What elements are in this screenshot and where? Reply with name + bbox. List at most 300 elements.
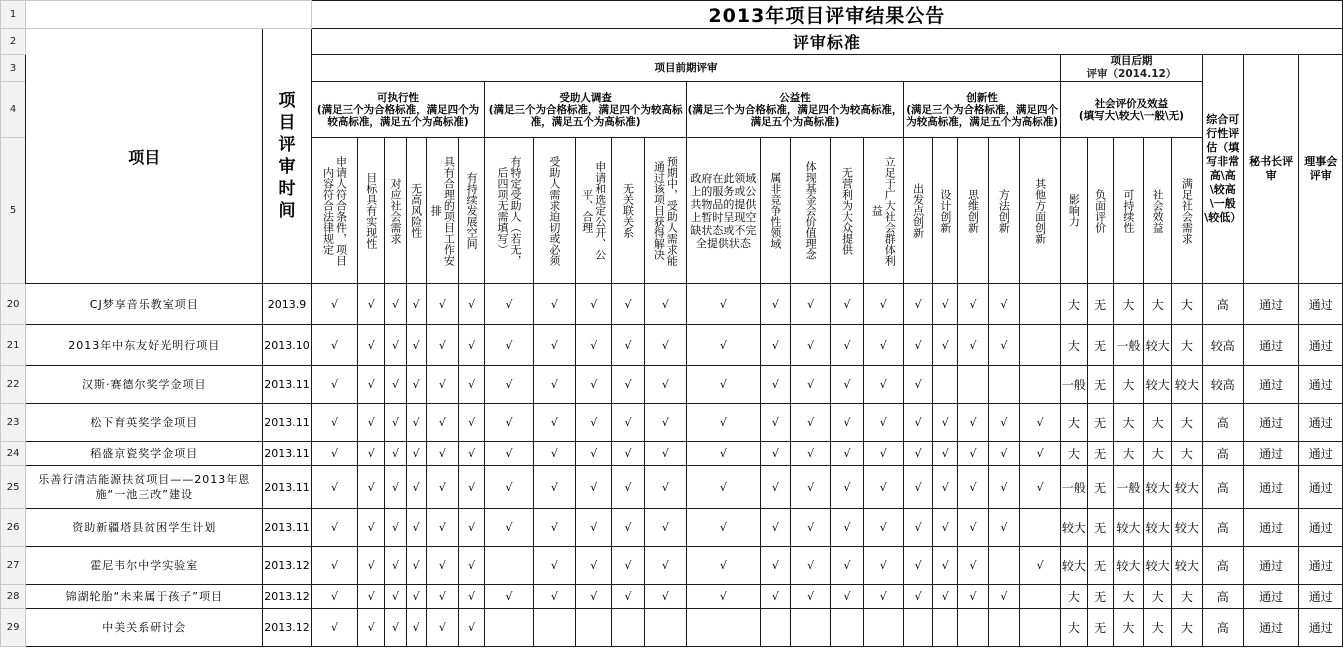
row-number[interactable]: 21 <box>1 325 26 366</box>
secretary-result-cell[interactable]: 通过 <box>1243 325 1298 366</box>
criterion-check-cell[interactable]: √ <box>612 509 644 547</box>
council-result-cell[interactable]: 通过 <box>1299 466 1343 509</box>
social-eval-cell[interactable]: 较大 <box>1113 547 1143 585</box>
criterion-check-cell[interactable] <box>1019 609 1060 647</box>
criterion-check-cell[interactable]: √ <box>687 466 761 509</box>
social-eval-cell[interactable]: 无 <box>1087 466 1113 509</box>
criterion-check-cell[interactable]: √ <box>612 366 644 404</box>
social-eval-cell[interactable]: 大 <box>1061 442 1087 466</box>
criterion-check-cell[interactable]: √ <box>687 325 761 366</box>
row-number[interactable]: 2 <box>1 29 26 55</box>
criterion-check-cell[interactable] <box>988 609 1019 647</box>
criterion-check-cell[interactable]: √ <box>406 585 426 609</box>
criterion-check-cell[interactable]: √ <box>311 547 357 585</box>
criterion-check-cell[interactable]: √ <box>406 466 426 509</box>
criterion-check-cell[interactable]: √ <box>863 284 903 325</box>
criterion-check-cell[interactable]: √ <box>790 325 830 366</box>
criterion-check-cell[interactable]: √ <box>612 404 644 442</box>
criterion-check-cell[interactable]: √ <box>459 547 485 585</box>
criterion-check-cell[interactable] <box>612 609 644 647</box>
criterion-check-cell[interactable] <box>988 547 1019 585</box>
criterion-check-cell[interactable] <box>903 609 932 647</box>
criterion-check-cell[interactable] <box>576 609 612 647</box>
social-eval-cell[interactable]: 较大 <box>1144 547 1172 585</box>
overall-rating-cell[interactable]: 高 <box>1202 609 1243 647</box>
criterion-check-cell[interactable]: √ <box>612 284 644 325</box>
secretary-result-cell[interactable]: 通过 <box>1243 404 1298 442</box>
social-eval-cell[interactable]: 大 <box>1113 585 1143 609</box>
row-number[interactable]: 28 <box>1 585 26 609</box>
social-eval-cell[interactable]: 较大 <box>1172 466 1202 509</box>
criterion-check-cell[interactable]: √ <box>576 442 612 466</box>
overall-rating-cell[interactable]: 高 <box>1202 404 1243 442</box>
criterion-check-cell[interactable]: √ <box>426 585 458 609</box>
council-result-cell[interactable]: 通过 <box>1299 366 1343 404</box>
criterion-check-cell[interactable]: √ <box>1019 466 1060 509</box>
social-eval-cell[interactable]: 大 <box>1061 609 1087 647</box>
criterion-check-cell[interactable]: √ <box>612 466 644 509</box>
criterion-check-cell[interactable]: √ <box>311 442 357 466</box>
criterion-check-cell[interactable]: √ <box>644 442 686 466</box>
criterion-check-cell[interactable]: √ <box>988 585 1019 609</box>
social-eval-cell[interactable]: 大 <box>1061 325 1087 366</box>
criterion-check-cell[interactable]: √ <box>311 466 357 509</box>
council-result-cell[interactable]: 通过 <box>1299 325 1343 366</box>
criterion-check-cell[interactable]: √ <box>459 404 485 442</box>
criterion-check-cell[interactable] <box>533 609 575 647</box>
criterion-check-cell[interactable]: √ <box>831 404 863 442</box>
criterion-check-cell[interactable] <box>933 366 958 404</box>
criterion-check-cell[interactable]: √ <box>358 585 385 609</box>
row-number[interactable]: 26 <box>1 509 26 547</box>
criterion-check-cell[interactable] <box>831 609 863 647</box>
overall-rating-cell[interactable]: 高 <box>1202 547 1243 585</box>
criterion-check-cell[interactable]: √ <box>459 442 485 466</box>
criterion-check-cell[interactable] <box>1019 325 1060 366</box>
social-eval-cell[interactable]: 较大 <box>1172 509 1202 547</box>
social-eval-cell[interactable]: 大 <box>1144 284 1172 325</box>
social-eval-cell[interactable]: 大 <box>1113 284 1143 325</box>
criterion-check-cell[interactable]: √ <box>760 509 790 547</box>
criterion-check-cell[interactable] <box>933 609 958 647</box>
criterion-check-cell[interactable]: √ <box>687 585 761 609</box>
criterion-check-cell[interactable]: √ <box>644 509 686 547</box>
criterion-check-cell[interactable] <box>1019 284 1060 325</box>
overall-rating-cell[interactable]: 高 <box>1202 509 1243 547</box>
criterion-check-cell[interactable]: √ <box>426 366 458 404</box>
criterion-check-cell[interactable]: √ <box>958 284 988 325</box>
criterion-check-cell[interactable]: √ <box>933 442 958 466</box>
secretary-result-cell[interactable]: 通过 <box>1243 284 1298 325</box>
social-eval-cell[interactable]: 大 <box>1144 609 1172 647</box>
criterion-check-cell[interactable]: √ <box>790 585 830 609</box>
project-name-cell[interactable]: 稻盛京瓷奖学金项目 <box>26 442 263 466</box>
criterion-check-cell[interactable]: √ <box>612 547 644 585</box>
criterion-check-cell[interactable]: √ <box>576 404 612 442</box>
criterion-check-cell[interactable]: √ <box>311 284 357 325</box>
social-eval-cell[interactable]: 一般 <box>1113 466 1143 509</box>
criterion-check-cell[interactable]: √ <box>933 404 958 442</box>
criterion-check-cell[interactable]: √ <box>760 325 790 366</box>
criterion-check-cell[interactable]: √ <box>533 466 575 509</box>
row-number[interactable]: 25 <box>1 466 26 509</box>
criterion-check-cell[interactable]: √ <box>576 547 612 585</box>
criterion-check-cell[interactable]: √ <box>311 509 357 547</box>
social-eval-cell[interactable]: 大 <box>1113 404 1143 442</box>
criterion-check-cell[interactable]: √ <box>485 284 533 325</box>
social-eval-cell[interactable]: 无 <box>1087 547 1113 585</box>
row-number[interactable]: 29 <box>1 609 26 647</box>
criterion-check-cell[interactable]: √ <box>358 284 385 325</box>
criterion-check-cell[interactable]: √ <box>459 466 485 509</box>
social-eval-cell[interactable]: 大 <box>1061 404 1087 442</box>
criterion-check-cell[interactable]: √ <box>406 609 426 647</box>
council-result-cell[interactable]: 通过 <box>1299 442 1343 466</box>
review-date-cell[interactable]: 2013.12 <box>263 609 311 647</box>
criterion-check-cell[interactable]: √ <box>1019 404 1060 442</box>
criterion-check-cell[interactable]: √ <box>385 547 406 585</box>
project-name-cell[interactable]: 乐善行清洁能源扶贫项目——2013年恩施“一池三改”建设 <box>26 466 263 509</box>
criterion-check-cell[interactable] <box>1019 509 1060 547</box>
criterion-check-cell[interactable]: √ <box>958 547 988 585</box>
criterion-check-cell[interactable]: √ <box>485 325 533 366</box>
criterion-check-cell[interactable]: √ <box>1019 547 1060 585</box>
review-date-cell[interactable]: 2013.9 <box>263 284 311 325</box>
project-name-cell[interactable]: 松下育英奖学金项目 <box>26 404 263 442</box>
project-name-cell[interactable]: 资助新疆塔县贫困学生计划 <box>26 509 263 547</box>
criterion-check-cell[interactable]: √ <box>958 442 988 466</box>
council-result-cell[interactable]: 通过 <box>1299 509 1343 547</box>
social-eval-cell[interactable]: 一般 <box>1061 466 1087 509</box>
criterion-check-cell[interactable]: √ <box>533 366 575 404</box>
criterion-check-cell[interactable]: √ <box>644 466 686 509</box>
criterion-check-cell[interactable]: √ <box>687 404 761 442</box>
overall-rating-cell[interactable]: 高 <box>1202 442 1243 466</box>
review-date-cell[interactable]: 2013.11 <box>263 509 311 547</box>
criterion-check-cell[interactable]: √ <box>933 284 958 325</box>
criterion-check-cell[interactable]: √ <box>933 585 958 609</box>
project-name-cell[interactable]: CJ梦享音乐教室项目 <box>26 284 263 325</box>
review-date-cell[interactable]: 2013.12 <box>263 547 311 585</box>
social-eval-cell[interactable]: 大 <box>1172 585 1202 609</box>
social-eval-cell[interactable]: 较大 <box>1144 325 1172 366</box>
criterion-check-cell[interactable] <box>958 609 988 647</box>
social-eval-cell[interactable]: 无 <box>1087 442 1113 466</box>
criterion-check-cell[interactable]: √ <box>426 284 458 325</box>
criterion-check-cell[interactable]: √ <box>760 366 790 404</box>
criterion-check-cell[interactable]: √ <box>358 547 385 585</box>
criterion-check-cell[interactable]: √ <box>863 325 903 366</box>
criterion-check-cell[interactable]: √ <box>385 404 406 442</box>
row-number[interactable]: 23 <box>1 404 26 442</box>
criterion-check-cell[interactable]: √ <box>903 466 932 509</box>
social-eval-cell[interactable]: 大 <box>1172 284 1202 325</box>
project-name-cell[interactable]: 汉斯·赛德尔奖学金项目 <box>26 366 263 404</box>
criterion-check-cell[interactable]: √ <box>958 466 988 509</box>
secretary-result-cell[interactable]: 通过 <box>1243 366 1298 404</box>
criterion-check-cell[interactable]: √ <box>760 466 790 509</box>
criterion-check-cell[interactable]: √ <box>358 509 385 547</box>
criterion-check-cell[interactable]: √ <box>426 509 458 547</box>
criterion-check-cell[interactable]: √ <box>406 284 426 325</box>
criterion-check-cell[interactable]: √ <box>576 509 612 547</box>
criterion-check-cell[interactable]: √ <box>903 442 932 466</box>
criterion-check-cell[interactable]: √ <box>933 509 958 547</box>
criterion-check-cell[interactable]: √ <box>533 442 575 466</box>
criterion-check-cell[interactable]: √ <box>903 404 932 442</box>
social-eval-cell[interactable]: 无 <box>1087 325 1113 366</box>
criterion-check-cell[interactable]: √ <box>406 404 426 442</box>
criterion-check-cell[interactable]: √ <box>760 404 790 442</box>
criterion-check-cell[interactable]: √ <box>485 466 533 509</box>
criterion-check-cell[interactable]: √ <box>533 585 575 609</box>
project-name-cell[interactable]: 2013年中东友好光明行项目 <box>26 325 263 366</box>
criterion-check-cell[interactable]: √ <box>385 366 406 404</box>
criterion-check-cell[interactable]: √ <box>903 284 932 325</box>
criterion-check-cell[interactable]: √ <box>903 366 932 404</box>
criterion-check-cell[interactable]: √ <box>831 547 863 585</box>
criterion-check-cell[interactable]: √ <box>358 325 385 366</box>
criterion-check-cell[interactable]: √ <box>311 585 357 609</box>
criterion-check-cell[interactable]: √ <box>459 366 485 404</box>
criterion-check-cell[interactable]: √ <box>687 442 761 466</box>
criterion-check-cell[interactable]: √ <box>831 466 863 509</box>
criterion-check-cell[interactable]: √ <box>311 325 357 366</box>
criterion-check-cell[interactable]: √ <box>863 547 903 585</box>
social-eval-cell[interactable]: 一般 <box>1061 366 1087 404</box>
criterion-check-cell[interactable]: √ <box>426 466 458 509</box>
criterion-check-cell[interactable]: √ <box>760 442 790 466</box>
criterion-check-cell[interactable]: √ <box>426 547 458 585</box>
criterion-check-cell[interactable]: √ <box>485 442 533 466</box>
project-name-cell[interactable]: 中美关系研讨会 <box>26 609 263 647</box>
criterion-check-cell[interactable]: √ <box>790 547 830 585</box>
criterion-check-cell[interactable]: √ <box>903 585 932 609</box>
criterion-check-cell[interactable]: √ <box>385 585 406 609</box>
council-result-cell[interactable]: 通过 <box>1299 284 1343 325</box>
criterion-check-cell[interactable]: √ <box>863 466 903 509</box>
criterion-check-cell[interactable]: √ <box>533 404 575 442</box>
council-result-cell[interactable]: 通过 <box>1299 585 1343 609</box>
council-result-cell[interactable]: 通过 <box>1299 404 1343 442</box>
row-number[interactable]: 20 <box>1 284 26 325</box>
review-date-cell[interactable]: 2013.11 <box>263 366 311 404</box>
criterion-check-cell[interactable]: √ <box>358 609 385 647</box>
criterion-check-cell[interactable]: √ <box>903 547 932 585</box>
criterion-check-cell[interactable]: √ <box>644 404 686 442</box>
criterion-check-cell[interactable]: √ <box>988 325 1019 366</box>
council-result-cell[interactable]: 通过 <box>1299 609 1343 647</box>
social-eval-cell[interactable]: 大 <box>1113 442 1143 466</box>
social-eval-cell[interactable]: 大 <box>1061 284 1087 325</box>
criterion-check-cell[interactable]: √ <box>385 284 406 325</box>
social-eval-cell[interactable]: 无 <box>1087 509 1113 547</box>
social-eval-cell[interactable]: 大 <box>1144 585 1172 609</box>
social-eval-cell[interactable]: 无 <box>1087 585 1113 609</box>
criterion-check-cell[interactable]: √ <box>903 325 932 366</box>
criterion-check-cell[interactable]: √ <box>988 466 1019 509</box>
criterion-check-cell[interactable] <box>687 609 761 647</box>
criterion-check-cell[interactable]: √ <box>426 404 458 442</box>
criterion-check-cell[interactable]: √ <box>687 509 761 547</box>
criterion-check-cell[interactable]: √ <box>863 585 903 609</box>
criterion-check-cell[interactable]: √ <box>790 509 830 547</box>
review-date-cell[interactable]: 2013.11 <box>263 466 311 509</box>
social-eval-cell[interactable]: 大 <box>1172 442 1202 466</box>
criterion-check-cell[interactable]: √ <box>831 442 863 466</box>
criterion-check-cell[interactable]: √ <box>459 509 485 547</box>
criterion-check-cell[interactable]: √ <box>385 442 406 466</box>
criterion-check-cell[interactable]: √ <box>831 325 863 366</box>
criterion-check-cell[interactable]: √ <box>644 547 686 585</box>
criterion-check-cell[interactable]: √ <box>863 404 903 442</box>
criterion-check-cell[interactable]: √ <box>863 442 903 466</box>
criterion-check-cell[interactable]: √ <box>426 325 458 366</box>
criterion-check-cell[interactable]: √ <box>958 509 988 547</box>
social-eval-cell[interactable]: 无 <box>1087 284 1113 325</box>
criterion-check-cell[interactable]: √ <box>831 509 863 547</box>
social-eval-cell[interactable]: 较大 <box>1144 466 1172 509</box>
criterion-check-cell[interactable]: √ <box>958 325 988 366</box>
criterion-check-cell[interactable]: √ <box>760 284 790 325</box>
criterion-check-cell[interactable]: √ <box>485 366 533 404</box>
criterion-check-cell[interactable]: √ <box>790 404 830 442</box>
criterion-check-cell[interactable]: √ <box>406 366 426 404</box>
criterion-check-cell[interactable]: √ <box>576 366 612 404</box>
project-name-cell[interactable]: 霍尼韦尔中学实验室 <box>26 547 263 585</box>
social-eval-cell[interactable]: 无 <box>1087 609 1113 647</box>
overall-rating-cell[interactable]: 高 <box>1202 466 1243 509</box>
criterion-check-cell[interactable]: √ <box>687 547 761 585</box>
criterion-check-cell[interactable]: √ <box>790 366 830 404</box>
criterion-check-cell[interactable]: √ <box>311 404 357 442</box>
criterion-check-cell[interactable] <box>485 547 533 585</box>
criterion-check-cell[interactable]: √ <box>406 442 426 466</box>
row-number[interactable]: 22 <box>1 366 26 404</box>
criterion-check-cell[interactable]: √ <box>485 585 533 609</box>
criterion-check-cell[interactable]: √ <box>831 585 863 609</box>
secretary-result-cell[interactable]: 通过 <box>1243 547 1298 585</box>
criterion-check-cell[interactable]: √ <box>644 284 686 325</box>
secretary-result-cell[interactable]: 通过 <box>1243 466 1298 509</box>
criterion-check-cell[interactable]: √ <box>406 325 426 366</box>
criterion-check-cell[interactable]: √ <box>406 509 426 547</box>
social-eval-cell[interactable]: 较大 <box>1144 366 1172 404</box>
criterion-check-cell[interactable]: √ <box>459 325 485 366</box>
criterion-check-cell[interactable]: √ <box>426 442 458 466</box>
social-eval-cell[interactable]: 大 <box>1061 585 1087 609</box>
criterion-check-cell[interactable]: √ <box>612 325 644 366</box>
criterion-check-cell[interactable]: √ <box>831 284 863 325</box>
criterion-check-cell[interactable]: √ <box>358 442 385 466</box>
criterion-check-cell[interactable]: √ <box>406 547 426 585</box>
criterion-check-cell[interactable]: √ <box>687 284 761 325</box>
social-eval-cell[interactable]: 大 <box>1144 404 1172 442</box>
criterion-check-cell[interactable]: √ <box>687 366 761 404</box>
row-number[interactable]: 1 <box>1 1 26 29</box>
social-eval-cell[interactable]: 大 <box>1172 609 1202 647</box>
project-name-cell[interactable]: 锦湖轮胎“未来属于孩子”项目 <box>26 585 263 609</box>
overall-rating-cell[interactable]: 高 <box>1202 284 1243 325</box>
criterion-check-cell[interactable]: √ <box>612 585 644 609</box>
criterion-check-cell[interactable]: √ <box>988 509 1019 547</box>
criterion-check-cell[interactable] <box>644 609 686 647</box>
criterion-check-cell[interactable] <box>1019 585 1060 609</box>
criterion-check-cell[interactable]: √ <box>760 547 790 585</box>
social-eval-cell[interactable]: 一般 <box>1113 325 1143 366</box>
review-date-cell[interactable]: 2013.12 <box>263 585 311 609</box>
social-eval-cell[interactable]: 无 <box>1087 366 1113 404</box>
row-number[interactable]: 4 <box>1 82 26 138</box>
criterion-check-cell[interactable]: √ <box>933 547 958 585</box>
secretary-result-cell[interactable]: 通过 <box>1243 609 1298 647</box>
social-eval-cell[interactable]: 较大 <box>1172 547 1202 585</box>
criterion-check-cell[interactable]: √ <box>576 585 612 609</box>
social-eval-cell[interactable]: 较大 <box>1113 509 1143 547</box>
criterion-check-cell[interactable]: √ <box>644 325 686 366</box>
criterion-check-cell[interactable]: √ <box>358 466 385 509</box>
secretary-result-cell[interactable]: 通过 <box>1243 442 1298 466</box>
review-date-cell[interactable]: 2013.10 <box>263 325 311 366</box>
overall-rating-cell[interactable]: 高 <box>1202 585 1243 609</box>
criterion-check-cell[interactable]: √ <box>988 404 1019 442</box>
criterion-check-cell[interactable]: √ <box>933 466 958 509</box>
criterion-check-cell[interactable]: √ <box>863 509 903 547</box>
criterion-check-cell[interactable]: √ <box>576 325 612 366</box>
overall-rating-cell[interactable]: 较高 <box>1202 366 1243 404</box>
social-eval-cell[interactable]: 较大 <box>1061 509 1087 547</box>
criterion-check-cell[interactable]: √ <box>863 366 903 404</box>
criterion-check-cell[interactable]: √ <box>988 442 1019 466</box>
criterion-check-cell[interactable]: √ <box>958 404 988 442</box>
social-eval-cell[interactable]: 大 <box>1172 325 1202 366</box>
criterion-check-cell[interactable] <box>790 609 830 647</box>
review-date-cell[interactable]: 2013.11 <box>263 442 311 466</box>
criterion-check-cell[interactable]: √ <box>612 442 644 466</box>
criterion-check-cell[interactable]: √ <box>459 585 485 609</box>
criterion-check-cell[interactable]: √ <box>644 366 686 404</box>
criterion-check-cell[interactable]: √ <box>1019 442 1060 466</box>
criterion-check-cell[interactable]: √ <box>385 466 406 509</box>
social-eval-cell[interactable]: 大 <box>1113 366 1143 404</box>
criterion-check-cell[interactable]: √ <box>426 609 458 647</box>
empty-cell[interactable] <box>26 1 312 29</box>
criterion-check-cell[interactable] <box>863 609 903 647</box>
criterion-check-cell[interactable]: √ <box>533 325 575 366</box>
criterion-check-cell[interactable]: √ <box>903 509 932 547</box>
overall-rating-cell[interactable]: 较高 <box>1202 325 1243 366</box>
criterion-check-cell[interactable]: √ <box>311 609 357 647</box>
criterion-check-cell[interactable]: √ <box>933 325 958 366</box>
social-eval-cell[interactable]: 较大 <box>1144 509 1172 547</box>
criterion-check-cell[interactable]: √ <box>485 404 533 442</box>
criterion-check-cell[interactable] <box>988 366 1019 404</box>
criterion-check-cell[interactable] <box>485 609 533 647</box>
row-number[interactable]: 5 <box>1 138 26 284</box>
social-eval-cell[interactable]: 无 <box>1087 404 1113 442</box>
criterion-check-cell[interactable]: √ <box>459 609 485 647</box>
criterion-check-cell[interactable] <box>760 609 790 647</box>
criterion-check-cell[interactable]: √ <box>311 366 357 404</box>
row-number[interactable]: 24 <box>1 442 26 466</box>
criterion-check-cell[interactable]: √ <box>485 509 533 547</box>
criterion-check-cell[interactable]: √ <box>385 325 406 366</box>
criterion-check-cell[interactable]: √ <box>790 442 830 466</box>
criterion-check-cell[interactable]: √ <box>385 509 406 547</box>
criterion-check-cell[interactable] <box>1019 366 1060 404</box>
row-number[interactable]: 3 <box>1 55 26 82</box>
criterion-check-cell[interactable]: √ <box>958 585 988 609</box>
